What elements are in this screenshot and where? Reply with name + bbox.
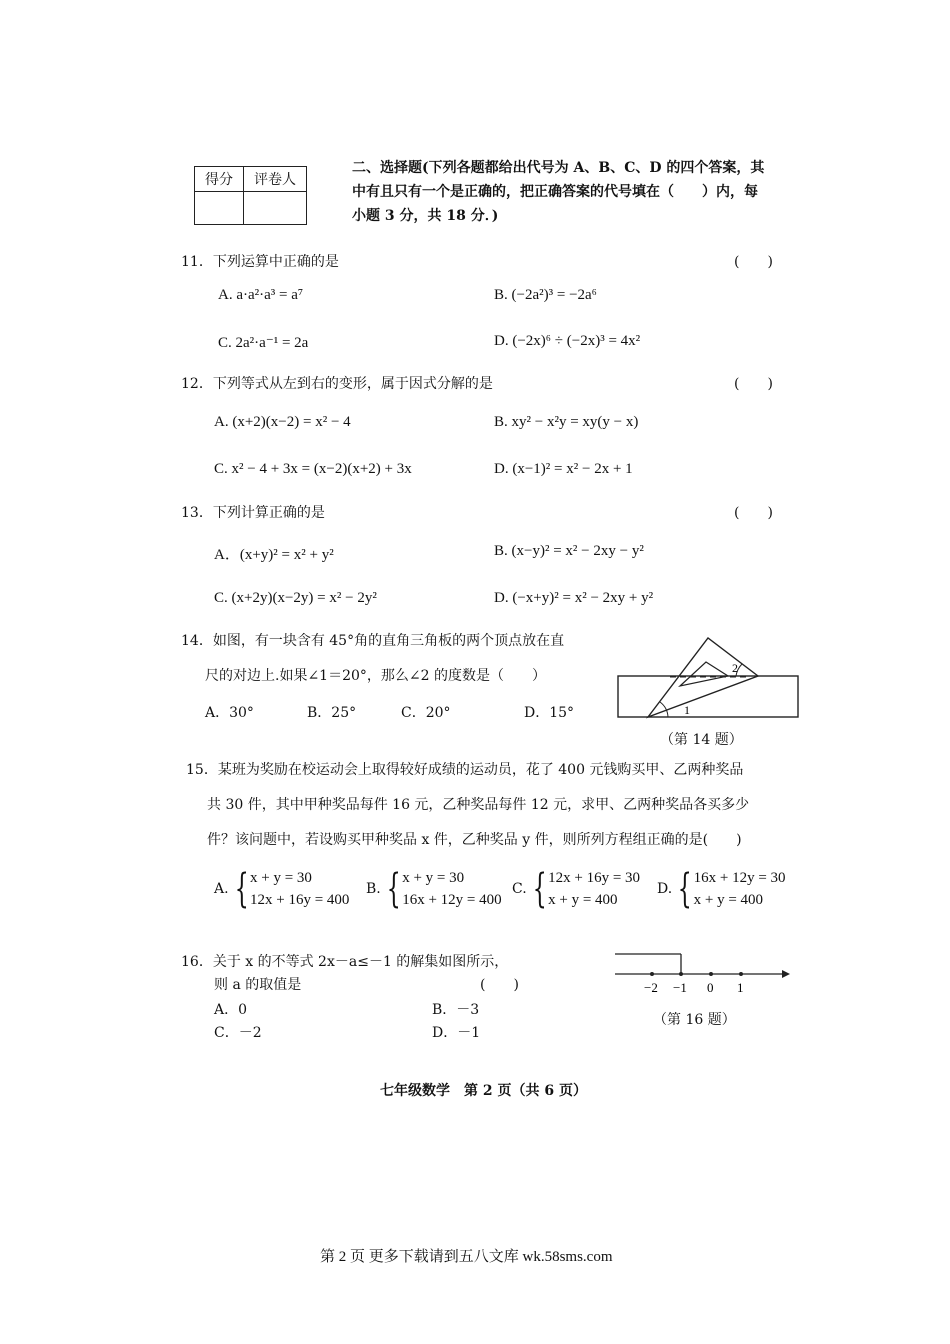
q15-option-d-eq1: 16x + 12y = 30	[693, 870, 786, 886]
tick-dot	[709, 972, 713, 976]
q16-option-a: A．0	[214, 1002, 248, 1018]
q13-answer-bracket: ( )	[734, 505, 773, 521]
q14-option-d: D．15°	[524, 705, 575, 721]
q15-option-a-eq1: x + y = 30	[250, 870, 312, 886]
q15-option-d-label: D.	[657, 881, 673, 897]
grader-cell	[244, 192, 307, 225]
q12-option-b: B. xy² − x²y = xy(y − x)	[494, 414, 639, 430]
tick-dot	[679, 972, 683, 976]
q14-stem-line-2: 尺的对边上.如果∠1＝20°，那么∠2 的度数是（ ）	[205, 668, 546, 684]
tick-label: 0	[707, 980, 714, 995]
q14-option-b: B．25°	[307, 705, 357, 721]
section-title-line-3: 小题 3 分，共 18 分．)	[352, 208, 499, 224]
q16-stem-line-1: 16．关于 x 的不等式 2x－a≤－1 的解集如图所示，	[181, 954, 509, 970]
q15-option-a	[214, 867, 349, 911]
q16-option-c: C．－2	[214, 1025, 262, 1041]
brace-icon: {	[532, 866, 547, 912]
q11-option-a: A. a·a²·a³ = a⁷	[218, 287, 304, 303]
q13-option-c: C. (x+2y)(x−2y) = x² − 2y²	[214, 590, 377, 606]
q15-option-c-eq1: 12x + 16y = 30	[548, 870, 641, 886]
q14-figure-caption: （第 14 题）	[660, 732, 743, 748]
ruler-shape	[618, 676, 798, 717]
q15-option-a-eq2: 12x + 16y = 400	[250, 892, 350, 908]
q15-stem-line-2: 共 30 件，其中甲种奖品每件 16 元，乙种奖品每件 12 元，求甲、乙两种奖品各买多少	[207, 797, 750, 813]
q15-option-b	[366, 867, 502, 911]
q16-stem-line-2: 则 a 的取值是	[214, 977, 302, 993]
q14-figure-ruler-triangle	[610, 630, 805, 725]
q15-stem-line-1: 15．某班为奖励在校运动会上取得较好成绩的运动员，花了 400 元钱购买甲、乙两种奖品	[186, 762, 744, 778]
section-title-line-2: 中有且只有一个是正确的，把正确答案的代号填在（ ）内，每	[352, 184, 758, 200]
q16-option-d: D．－1	[432, 1025, 481, 1041]
q15-option-b-eq2: 16x + 12y = 400	[402, 892, 502, 908]
q15-option-c-eq2: x + y = 400	[548, 892, 618, 908]
q15-stem-line-3: 件？该问题中，若设购买甲种奖品 x 件，乙种奖品 y 件，则所列方程组正确的是( )	[207, 832, 742, 848]
grader-cell-header: 评卷人	[244, 167, 307, 192]
site-footer-note: 第 2 页 更多下载请到五八文库 wk.58sms.com	[320, 1249, 613, 1265]
q16-figure-caption: （第 16 题）	[653, 1012, 736, 1028]
q12-stem: 12．下列等式从左到右的变形，属于因式分解的是	[181, 376, 493, 392]
tick-dot	[739, 972, 743, 976]
angle-1-label: 1	[684, 703, 690, 717]
q11-option-c: C. 2a²·a⁻¹ = 2a	[218, 335, 309, 351]
q12-option-a: A. (x+2)(x−2) = x² − 4	[214, 414, 351, 430]
q15-option-c-label: C.	[512, 881, 527, 897]
q15-option-d	[657, 867, 786, 911]
q12-option-d: D. (x−1)² = x² − 2x + 1	[494, 461, 633, 477]
page-number-label: 七年级数学 第 2 页（共 6 页）	[380, 1083, 587, 1099]
q13-option-d: D. (−x+y)² = x² − 2xy + y²	[494, 590, 654, 606]
tick-label: 1	[737, 980, 744, 995]
q13-option-a: A．(x+y)² = x² + y²	[214, 547, 334, 563]
tick-dot	[650, 972, 654, 976]
q15-option-c	[512, 867, 640, 911]
tick-label: −1	[673, 980, 687, 995]
q12-answer-bracket: ( )	[734, 376, 773, 392]
q11-option-d: D. (−2x)⁶ ÷ (−2x)³ = 4x²	[494, 333, 641, 349]
q13-option-b: B. (x−y)² = x² − 2xy − y²	[494, 543, 644, 559]
q16-number-line-figure	[610, 946, 790, 996]
q11-option-b: B. (−2a²)³ = −2a⁶	[494, 287, 597, 303]
q16-answer-bracket: ( )	[480, 977, 519, 993]
q14-option-a: A．30°	[205, 705, 254, 721]
q16-option-b: B．－3	[432, 1002, 480, 1018]
tick-label: −2	[644, 980, 658, 995]
q13-stem: 13．下列计算正确的是	[181, 505, 325, 521]
score-cell-header: 得分	[195, 167, 244, 192]
brace-icon: {	[386, 866, 401, 912]
brace-icon: {	[234, 866, 249, 912]
score-cell	[195, 192, 244, 225]
number-line-arrow-icon	[782, 970, 790, 978]
q11-stem: 11．下列运算中正确的是	[181, 254, 339, 270]
q15-option-a-label: A.	[214, 881, 229, 897]
q15-option-d-eq2: x + y = 400	[693, 892, 764, 908]
section-title-line-1: 二、选择题(下列各题都给出代号为 A、B、C、D 的四个答案，其	[352, 160, 765, 176]
angle-2-label: 2	[732, 661, 738, 675]
q15-option-b-eq1: x + y = 30	[402, 870, 465, 886]
q11-answer-bracket: ( )	[734, 254, 773, 270]
q15-option-b-label: B.	[366, 881, 381, 897]
q14-option-c: C．20°	[401, 705, 451, 721]
q12-option-c: C. x² − 4 + 3x = (x−2)(x+2) + 3x	[214, 461, 412, 477]
brace-icon: {	[677, 866, 692, 912]
q14-stem-line-1: 14．如图，有一块含有 45°角的直角三角板的两个顶点放在直	[181, 633, 565, 649]
score-table	[194, 166, 307, 225]
